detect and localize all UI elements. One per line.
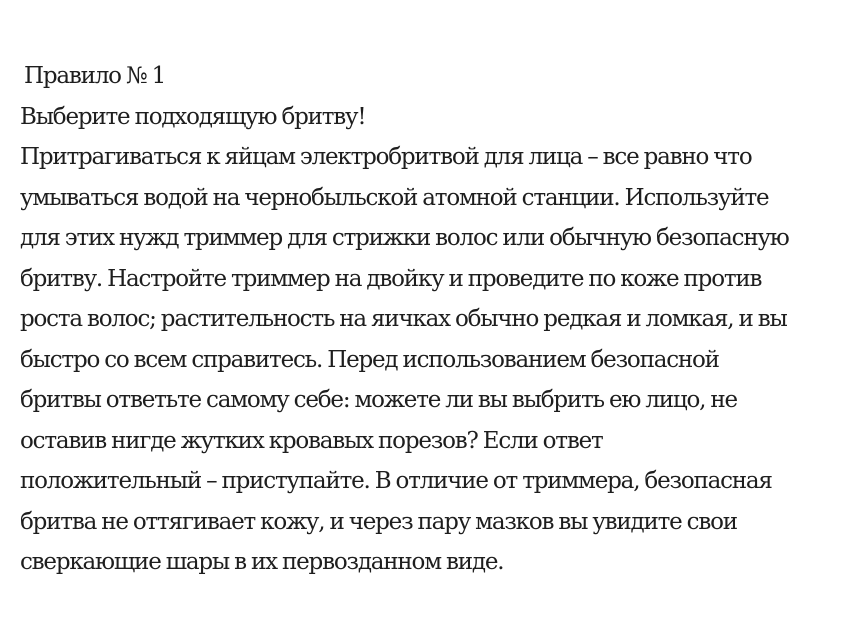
body-line: Притрагиваться к яйцам электробритвой для лица – все равно что [20, 144, 752, 170]
subtitle: Выберите подходящую бритву! [20, 103, 366, 130]
body-line: для этих нужд триммер для стрижки волос или обычную безопасную [20, 225, 789, 251]
body-line: сверкающие шары в их первозданном виде. [20, 549, 504, 575]
body-line: умываться водой на чернобыльской атомной станции. Используйте [20, 184, 769, 211]
body-line: быстро со всем справитесь. Перед использованием безопасной [20, 346, 719, 373]
article-text [20, 56, 840, 583]
body-line: бритва не оттягивает кожу, и через пару мазков вы увидите свои [20, 508, 737, 535]
body-line: бритву. Настройте триммер на двойку и проведите по коже против [20, 265, 762, 292]
body-line: положительный – приступайте. В отличие от триммера, безопасная [20, 468, 772, 494]
rule-title: Правило № 1 [24, 63, 166, 89]
body-line: бритвы ответьте самому себе: можете ли вы выбрить ею лицо, не [20, 387, 737, 413]
body-line: оставив нигде жутких кровавых порезов? Если ответ [20, 427, 603, 454]
body-line: роста волос; растительность на яичках обычно редкая и ломкая, и вы [20, 306, 787, 332]
